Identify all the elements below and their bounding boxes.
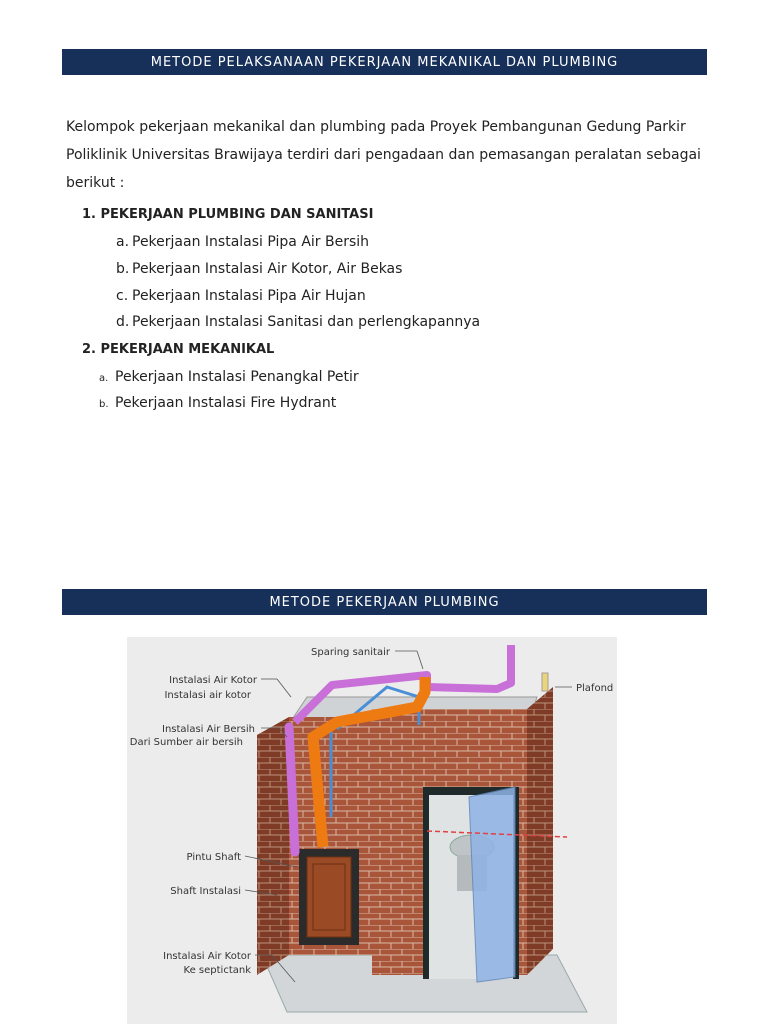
list-item: d. Pekerjaan Instalasi Sanitasi dan perlengkapannya bbox=[116, 314, 481, 330]
section-title-plumbing: 1. PEKERJAAN PLUMBING DAN SANITASI bbox=[82, 207, 374, 222]
glass-door bbox=[469, 787, 515, 982]
shaft-door bbox=[307, 857, 351, 937]
svg-text:Instalasi Air Kotor: Instalasi Air Kotor bbox=[169, 675, 257, 686]
room-side-wall bbox=[527, 687, 553, 975]
list-item: a. Pekerjaan Instalasi Pipa Air Bersih bbox=[116, 234, 370, 250]
shaft-side-wall bbox=[257, 717, 289, 975]
purple-pipe-vertical bbox=[289, 727, 295, 852]
list-item: b. Pekerjaan Instalasi Fire Hydrant bbox=[99, 395, 337, 411]
svg-text:Instalasi Air Kotor: Instalasi Air Kotor bbox=[163, 951, 251, 962]
list-item: c. Pekerjaan Instalasi Pipa Air Hujan bbox=[116, 288, 366, 304]
list-item: b. Pekerjaan Instalasi Air Kotor, Air Bekas bbox=[116, 261, 403, 277]
svg-text:Instalasi Air Bersih: Instalasi Air Bersih bbox=[162, 724, 255, 735]
svg-text:Pintu Shaft: Pintu Shaft bbox=[186, 852, 241, 863]
plumbing-illustration bbox=[127, 637, 617, 1024]
svg-text:Instalasi air kotor: Instalasi air kotor bbox=[164, 690, 251, 701]
svg-text:Plafond: Plafond bbox=[576, 683, 614, 694]
svg-text:Dari Sumber air bersih: Dari Sumber air bersih bbox=[129, 737, 243, 748]
intro-paragraph: Kelompok pekerjaan mekanikal dan plumbing pada Proyek Pembangunan Gedung Parkir Poliklinik Universitas Brawijaya terdiri dari pengadaan dan pemasangan peralatan sebagai berikut : bbox=[66, 119, 701, 191]
svg-text:Sparing sanitair: Sparing sanitair bbox=[311, 647, 390, 658]
sparing-marker bbox=[542, 673, 548, 691]
section-header-plumbing: METODE PEKERJAAN PLUMBING bbox=[62, 589, 707, 615]
list-item: a. Pekerjaan Instalasi Penangkal Petir bbox=[99, 369, 359, 385]
svg-text:Shaft Instalasi: Shaft Instalasi bbox=[170, 886, 241, 897]
section-header-mep: METODE PELAKSANAAN PEKERJAAN MEKANIKAL DAN PLUMBING bbox=[62, 49, 707, 75]
svg-text:Ke septictank: Ke septictank bbox=[183, 965, 251, 976]
section-title-mekanikal: 2. PEKERJAAN MEKANIKAL bbox=[82, 342, 275, 357]
